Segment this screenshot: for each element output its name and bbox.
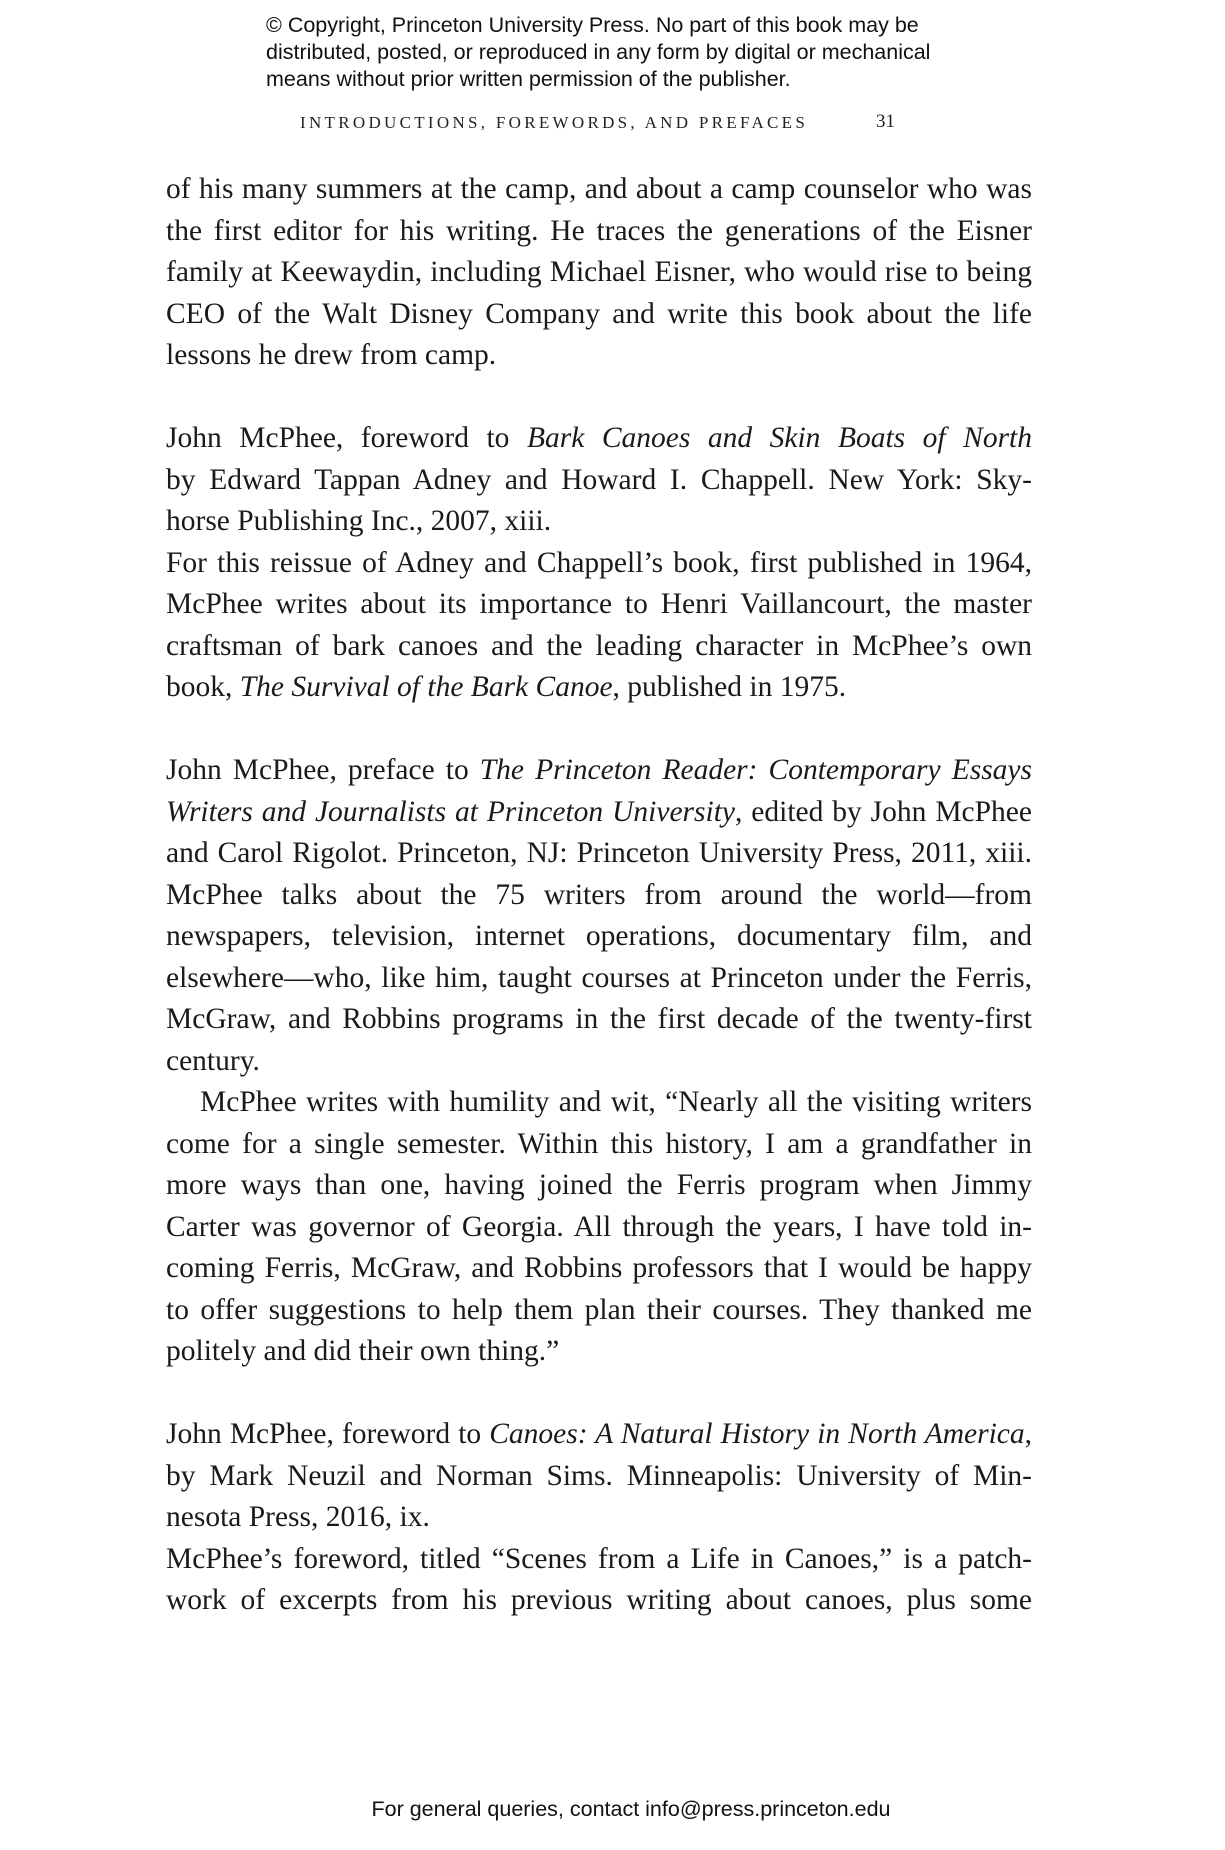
text-line: work of excerpts from his previous writing about canoes, plus some xyxy=(166,1584,1032,1616)
citation-line xyxy=(166,750,1032,792)
footer xyxy=(0,1797,1225,1822)
punctuation: , xyxy=(1024,1418,1032,1450)
book-title: Writers and Journalists at Princeton University xyxy=(166,795,735,828)
text-line: of his many summers at the camp, and about a camp counselor who was xyxy=(166,173,1032,205)
text-line: McPhee writes with humility and wit, “Nearly all the visiting writers xyxy=(200,1086,1032,1118)
body-text xyxy=(166,169,1032,1622)
citation-line xyxy=(166,1414,1032,1456)
citation-line: and Carol Rigolot. Princeton, NJ: Princeton University Press, 2011, xiii. xyxy=(166,837,1032,869)
copyright-line: © Copyright, Princeton University Press. No part of this book may be xyxy=(266,13,919,37)
copyright-notice xyxy=(266,12,986,93)
citation-line: nesota Press, 2016, ix. xyxy=(166,1501,430,1533)
text-line: come for a single semester. Within this history, I am a grandfather in xyxy=(166,1127,1032,1160)
book-title: The Princeton Reader: Contemporary Essays xyxy=(479,754,1032,786)
citation-line: horse Publishing Inc., 2007, xiii. xyxy=(166,505,552,537)
text-run: , edited by John McPhee xyxy=(734,795,1032,828)
paragraph-gap xyxy=(166,1373,1032,1415)
text-line: elsewhere—who, like him, taught courses at Princeton under the Ferris, xyxy=(166,961,1032,994)
text-line: Carter was governor of Georgia. All through the years, I have told in- xyxy=(166,1210,1032,1243)
text-line: coming Ferris, McGraw, and Robbins professors that I would be happy xyxy=(166,1252,1032,1284)
citation-line: by Edward Tappan Adney and Howard I. Chappell. New York: Sky- xyxy=(166,463,1032,496)
text-line: craftsman of bark canoes and the leading character in McPhee’s own xyxy=(166,629,1032,662)
text-line: politely and did their own thing.” xyxy=(166,1335,560,1367)
text-run: book, xyxy=(166,671,240,703)
citation-line xyxy=(166,792,1032,834)
citation-line xyxy=(166,418,1032,460)
page-number: 31 xyxy=(876,111,895,132)
copyright-line: means without prior written permission of the publisher. xyxy=(266,67,791,91)
text-run: , published in 1975. xyxy=(612,671,847,703)
text-line: newspapers, television, internet operations, documentary film, and xyxy=(166,920,1032,952)
text-line: to offer suggestions to help them plan their courses. They thanked me xyxy=(166,1293,1032,1326)
paragraph-gap xyxy=(166,709,1032,751)
book-title: Canoes: A Natural History in North America xyxy=(489,1418,1025,1450)
text-line: century. xyxy=(166,1044,260,1077)
running-head xyxy=(0,113,1225,143)
text-line: McPhee’s foreword, titled “Scenes from a Life in Canoes,” is a patch- xyxy=(166,1542,1032,1575)
citation-author: John McPhee, foreword to xyxy=(166,1418,490,1450)
text-line: the first editor for his writing. He traces the generations of the Eisner xyxy=(166,214,1032,247)
text-line: lessons he drew from camp. xyxy=(166,339,497,371)
text-line: more ways than one, having joined the Ferris program when Jimmy xyxy=(166,1169,1032,1201)
book-title: Bark Canoes and Skin Boats of North xyxy=(526,422,1032,454)
text-line: McPhee talks about the 75 writers from around the world—from xyxy=(166,878,1032,911)
text-line: McPhee writes about its importance to Henri Vaillancourt, the master xyxy=(166,588,1032,620)
copyright-line: distributed, posted, or reproduced in any form by digital or mechanical xyxy=(266,40,931,64)
text-line: For this reissue of Adney and Chappell’s book, first published in 1964, xyxy=(166,546,1032,579)
paragraph-gap xyxy=(166,377,1032,419)
citation-author: John McPhee, foreword to xyxy=(166,422,527,454)
text-line xyxy=(166,667,1032,709)
text-line: family at Keewaydin, including Michael Eisner, who would rise to being xyxy=(166,256,1032,288)
book-title: The Survival of the Bark Canoe xyxy=(239,671,613,703)
running-head-title: INTRODUCTIONS, FOREWORDS, AND PREFACES xyxy=(300,113,809,132)
footer-contact: For general queries, contact info@press.princeton.edu xyxy=(371,1797,891,1821)
text-line: CEO of the Walt Disney Company and write this book about the life xyxy=(166,297,1032,330)
text-line: McGraw, and Robbins programs in the first decade of the twenty-first xyxy=(166,1003,1032,1035)
citation-author: John McPhee, preface to xyxy=(166,754,480,786)
citation-line: by Mark Neuzil and Norman Sims. Minneapolis: University of Min- xyxy=(166,1459,1032,1492)
